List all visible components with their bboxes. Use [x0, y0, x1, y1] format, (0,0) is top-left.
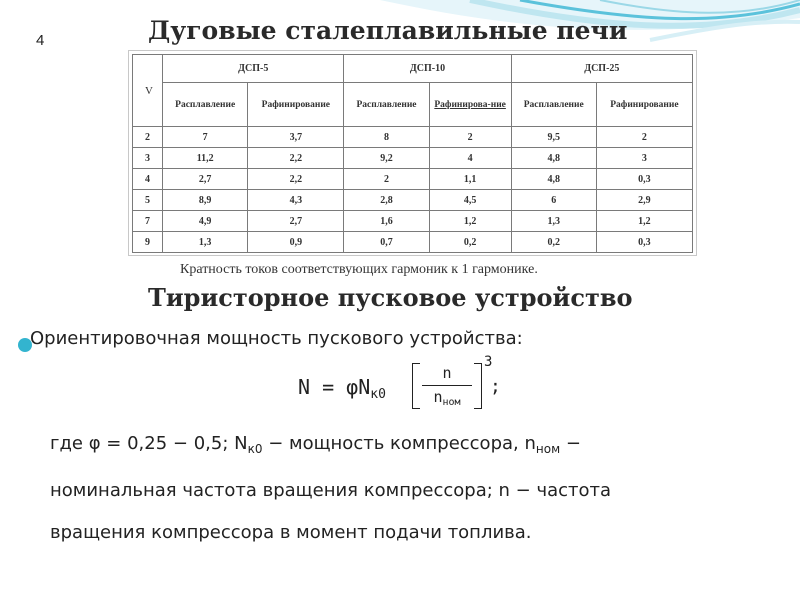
fraction-numerator: n	[442, 364, 452, 382]
ratio-cell: 2,7	[248, 211, 344, 232]
table-caption: Кратность токов соответствующих гармоник к 1 гармонике.	[180, 262, 538, 277]
ratio-cell: 3,7	[248, 127, 344, 148]
fraction-denominator	[422, 388, 472, 408]
ratio-cell: 2	[596, 127, 692, 148]
group-header: ДСП-25	[511, 55, 692, 83]
ratio-cell: 1,3	[511, 211, 596, 232]
table-row	[133, 169, 693, 190]
desc-text: где φ = 0,25 − 0,5; N	[50, 433, 248, 454]
ratio-cell: 2	[429, 127, 511, 148]
ratio-cell: 0,3	[596, 232, 692, 253]
sub-header: Рафинирова-ние	[429, 83, 511, 127]
table-row	[133, 190, 693, 211]
slide-title: Дуговые сталеплавильные печи	[148, 16, 628, 45]
harmonic-number-cell: 7	[133, 211, 163, 232]
ratio-cell: 3	[596, 148, 692, 169]
ratio-cell: 2,2	[248, 169, 344, 190]
ratio-cell: 9,5	[511, 127, 596, 148]
table-row	[133, 148, 693, 169]
formula-description	[50, 423, 750, 554]
ratio-cell: 0,7	[344, 232, 429, 253]
ratio-cell: 0,2	[429, 232, 511, 253]
harmonics-table-frame	[128, 50, 697, 256]
left-bracket	[412, 363, 420, 409]
formula-power: 3	[484, 354, 493, 370]
ratio-cell: 4,9	[163, 211, 248, 232]
group-header: ДСП-5	[163, 55, 344, 83]
desc-text: −	[560, 433, 581, 454]
ratio-cell: 11,2	[163, 148, 248, 169]
ratio-cell: 4	[429, 148, 511, 169]
power-formula	[298, 354, 558, 412]
denominator-sub: ном	[442, 397, 461, 408]
table-row	[133, 232, 693, 253]
harmonic-number-cell: 4	[133, 169, 163, 190]
ratio-cell: 4,8	[511, 148, 596, 169]
ratio-cell: 8,9	[163, 190, 248, 211]
sub-header: Расплавление	[163, 83, 248, 127]
right-bracket	[474, 363, 482, 409]
sub-header: Расплавление	[344, 83, 429, 127]
ratio-cell: 8	[344, 127, 429, 148]
ratio-cell: 0,2	[511, 232, 596, 253]
ratio-cell: 1,2	[596, 211, 692, 232]
ratio-cell: 1,6	[344, 211, 429, 232]
description-line-1	[50, 423, 750, 470]
ratio-cell: 2	[344, 169, 429, 190]
harmonic-number-cell: 3	[133, 148, 163, 169]
ratio-cell: 4,5	[429, 190, 511, 211]
table-row	[133, 211, 693, 232]
denominator-text: n	[433, 388, 443, 406]
harmonic-number-cell: 5	[133, 190, 163, 211]
description-line-2: номинальная частота вращения компрессора; n − частота	[50, 480, 612, 501]
formula-terminator: ;	[490, 376, 501, 397]
group-header: ДСП-10	[344, 55, 511, 83]
bullet-text: Ориентировочная мощность пускового устройства:	[30, 328, 523, 349]
harmonic-number-cell: 9	[133, 232, 163, 253]
slide-number: 4	[36, 32, 45, 49]
desc-text: − мощность компрессора, n	[262, 433, 536, 454]
formula-lhs-sub: к0	[370, 387, 386, 402]
ratio-cell: 7	[163, 127, 248, 148]
fraction-line	[422, 385, 472, 386]
section-subtitle: Тиристорное пусковое устройство	[148, 283, 633, 312]
ratio-cell: 4,8	[511, 169, 596, 190]
ratio-cell: 1,3	[163, 232, 248, 253]
harmonic-number-cell: 2	[133, 127, 163, 148]
harmonics-table	[132, 54, 693, 253]
formula-lhs	[298, 375, 386, 402]
table-row	[133, 127, 693, 148]
ratio-cell: 1,2	[429, 211, 511, 232]
v-header: V	[133, 55, 163, 127]
ratio-cell: 2,7	[163, 169, 248, 190]
table-body	[133, 127, 693, 253]
desc-sub: к0	[247, 442, 263, 456]
ratio-cell: 6	[511, 190, 596, 211]
ratio-cell: 2,8	[344, 190, 429, 211]
ratio-cell: 4,3	[248, 190, 344, 211]
description-line-3: вращения компрессора в момент подачи топлива.	[50, 522, 532, 543]
desc-sub: ном	[535, 442, 561, 456]
ratio-cell: 2,9	[596, 190, 692, 211]
ratio-cell: 9,2	[344, 148, 429, 169]
sub-header: Расплавление	[511, 83, 596, 127]
sub-header: Рафинирование	[596, 83, 692, 127]
formula-lhs-text: N = φN	[298, 375, 371, 399]
ratio-cell: 0,9	[248, 232, 344, 253]
sub-header: Рафинирование	[248, 83, 344, 127]
ratio-cell: 1,1	[429, 169, 511, 190]
ratio-cell: 2,2	[248, 148, 344, 169]
ratio-cell: 0,3	[596, 169, 692, 190]
formula-fraction	[422, 364, 472, 408]
